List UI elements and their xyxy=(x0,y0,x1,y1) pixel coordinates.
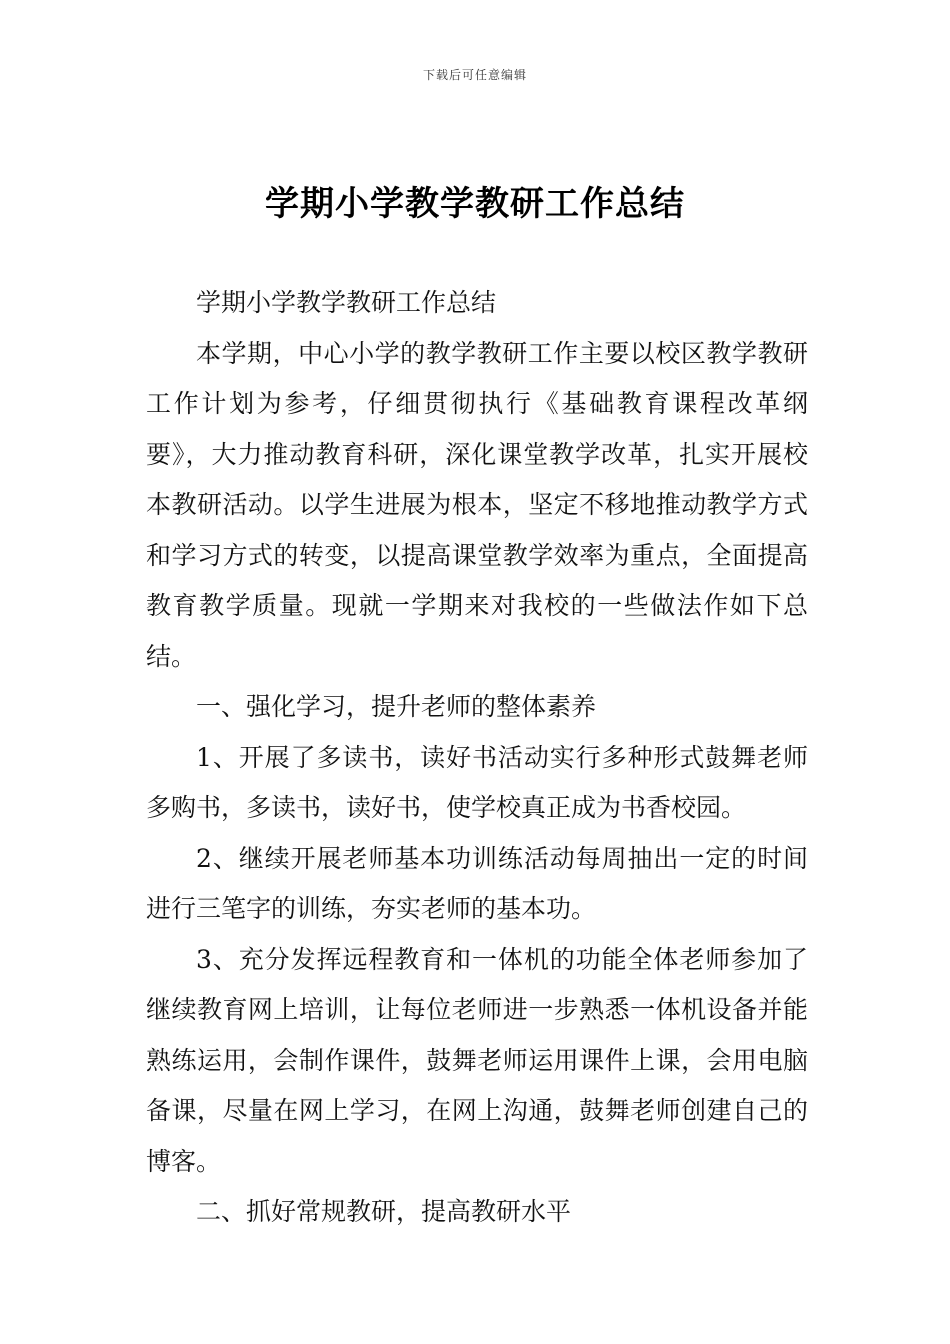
section-heading-2: 二、抓好常规教研，提高教研水平 xyxy=(196,1197,572,1226)
list-item-3: 3、充分发挥远程教育和一体机的功能全体老师参加了继续教育网上培训，让每位老师进一步熟悉一体机设备并能熟练运用，会制作课件，鼓舞老师运用课件上课，会用电脑备课，尽量在网上学习，在网上沟通，鼓舞老师创建自己的博客。 xyxy=(146,944,808,1176)
intro-paragraph: 本学期，中心小学的教学教研工作主要以校区教学教研工作计划为参考，仔细贯彻执行《基础教育课程改革纲要》，大力推动教育科研，深化课堂教学改革，扎实开展校本教研活动。以学生进展为根本，坚定不移地推动教学方式和学习方式的转变，以提高课堂教学效率为重点，全面提高教育教学质量。现就一学期来对我校的一些做法作如下总结。 xyxy=(146,338,808,671)
header-note: 下载后可任意编辑 xyxy=(422,68,527,82)
section-heading-1: 一、强化学习，提升老师的整体素养 xyxy=(196,692,597,721)
document-title: 学期小学教学教研工作总结 xyxy=(265,184,685,224)
subtitle-paragraph: 学期小学教学教研工作总结 xyxy=(196,288,497,317)
list-item-1: 1、开展了多读书，读好书活动实行多种形式鼓舞老师多购书，多读书，读好书，使学校真正成为书香校园。 xyxy=(146,742,808,822)
list-item-2: 2、继续开展老师基本功训练活动每周抽出一定的时间进行三笔字的训练，夯实老师的基本功。 xyxy=(146,843,808,923)
document-body xyxy=(146,278,808,1238)
